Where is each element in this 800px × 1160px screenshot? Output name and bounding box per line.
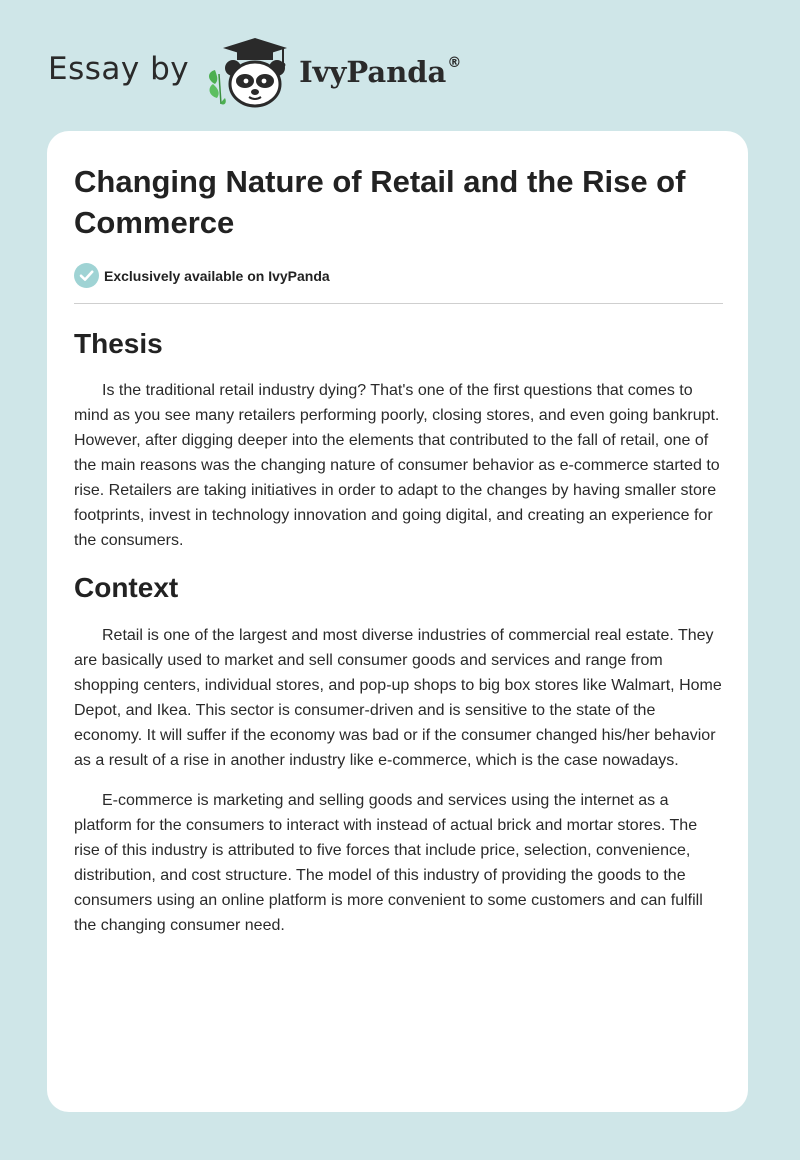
brand-prefix: Essay by xyxy=(48,51,190,87)
section-heading-context: Context xyxy=(74,572,179,603)
title-divider xyxy=(74,303,723,304)
context-paragraph-2: E-commerce is marketing and selling goods and services using the internet as a platform for the consumers to interact with instead of actual brick and mortar stores. The rise of this industry is attributed to five forces that include price, selection, convenience, distribution, and cost structure. The model of this industry of providing the goods to the consumers using an online platform is more convenient to some customers and can fulfill the changing consumer need. xyxy=(74,792,703,934)
check-circle-icon xyxy=(74,263,99,288)
thesis-paragraph: Is the traditional retail industry dying? That's one of the first questions that comes to mind as you see many retailers performing poorly, closing stores, and even going bankrupt. However, after digging deeper into the elements that contributed to the fall of retail, one of the main reasons was the changing nature of consumer behavior as e-commerce started to rise. Retailers are taking initiatives in order to adapt to the changes by having smaller store footprints, invest in technology innovation and going digital, and creating an experience for the consumers. xyxy=(74,382,720,549)
availability-text: Exclusively available on IvyPanda xyxy=(104,267,330,284)
context-paragraph-1: Retail is one of the largest and most diverse industries of commercial real estate. They are basically used to market and sell consumer goods and services and range from shopping centers, individual stores, and pop-up shops to big box stores like Walmart, Home Depot, and Ikea. This sector is consumer-driven and is sensitive to the state of the economy. It will suffer if the economy was bad or if the consumer changed his/her behavior as a result of a rise in another industry like e-commerce, which is the case nowadays. xyxy=(74,627,722,769)
essay-card xyxy=(47,131,748,1112)
registered-mark: ® xyxy=(447,55,462,72)
availability-badge xyxy=(74,263,330,288)
essay-title: Changing Nature of Retail and the Rise of Commerce xyxy=(74,164,686,240)
brand-header xyxy=(48,32,461,112)
brand-name: IvyPanda® xyxy=(299,55,462,89)
section-heading-thesis: Thesis xyxy=(74,328,163,359)
essay-body xyxy=(74,324,726,938)
panda-logo-icon xyxy=(203,34,295,110)
